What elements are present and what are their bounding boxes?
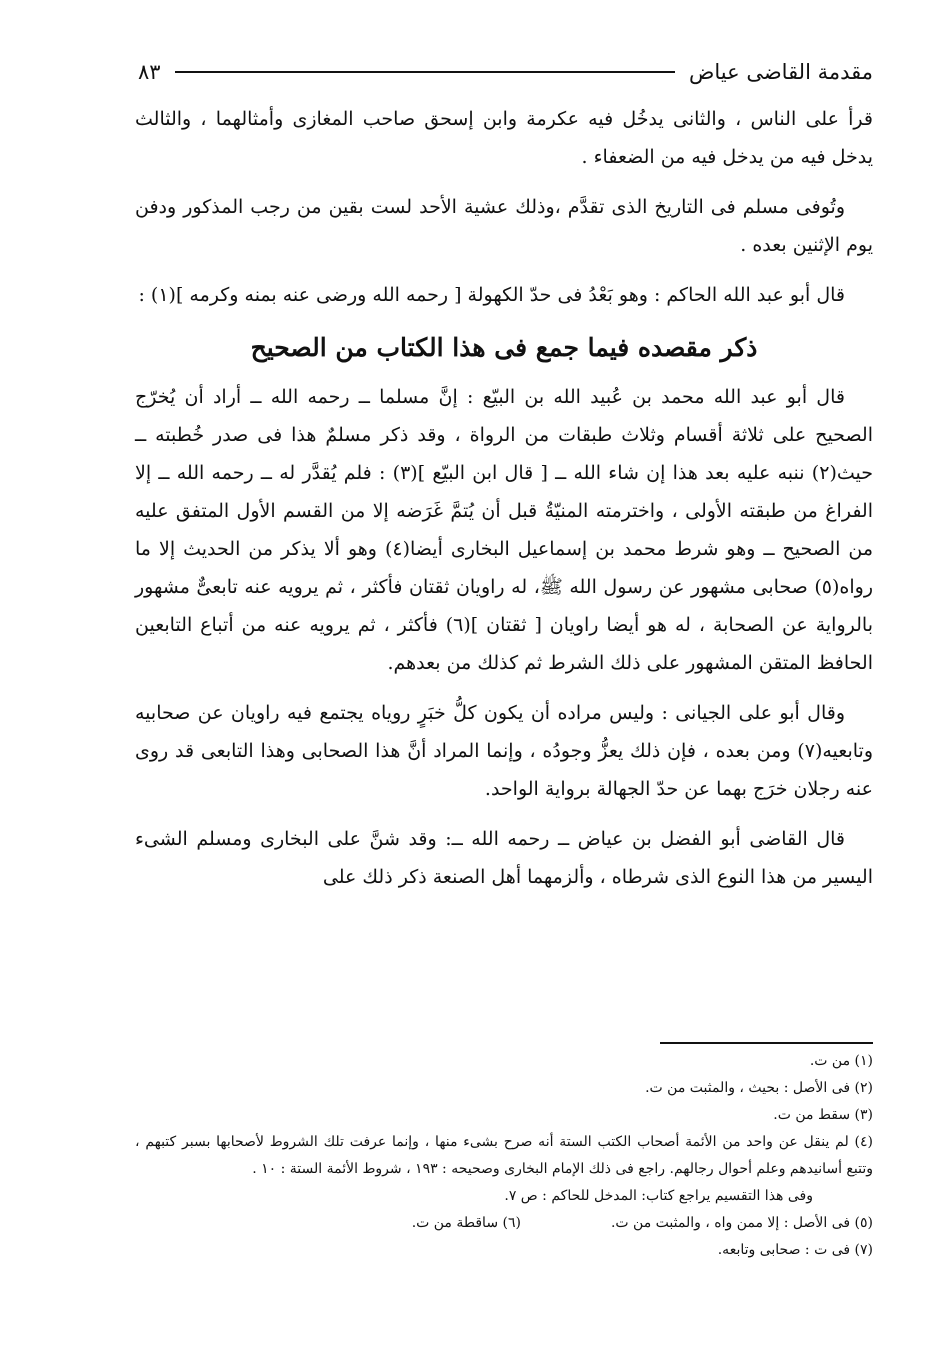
footnote-4: (٤) لم ينقل عن واحد من الأئمة أصحاب الكتب الستة أنه صرح بشىء منها ، وإنما عرفت تلك الشروط لأصحابها بسبر كتبهم ، وتتبع أسانيدهم وعلم أحوال رجالهم. راجع فى ذلك الإمام البخارى وصحيحه : ١٩٣ ، شروط الأئمة الستة : ١٠ . — [135, 1134, 873, 1177]
footnote-7: (٧) فى ت : صحابى وتابعه. — [717, 1242, 873, 1258]
footnote-3: (٣) سقط من ت. — [773, 1107, 873, 1123]
paragraph-2: وتُوفى مسلم فى التاريخ الذى تقدَّم ،وذلك عشية الأحد لست بقين من رجب المذكور ودفن يوم الإثنين بعده . — [135, 196, 873, 256]
header-rule — [175, 71, 675, 73]
paragraph-4: قال أبو عبد الله محمد بن عُبيد الله بن البيّع : إنَّ مسلما ــ رحمه الله ــ أراد أن يُخرّج الصحيح على ثلاثة أقسام وثلاث طبقات من الرواة ، وقد ذكر مسلمٌ هذا فى صدر خُطبته ــ حيث(٢) ننبه عليه بعد هذا إن شاء الله ــ [ قال ابن البيّع ](٣) : فلم يُقدَّر له ــ رحمه الله ــ إلا الفراغ من طبقته الأولى ، واخترمته المنيّةُ قبل أن يُتمَّ غَرَضه إلا من القسم الأول المتفق عليه من الصحيح ــ وهو شرط محمد بن إسماعيل البخارى أيضا(٤) وهو ألا يذكر من الحديث إلا ما رواه(٥) صحابى مشهور عن رسول الله ﷺ، له راويان ثقتان فأكثر ، ثم يرويه عنه تابعىٌّ مشهور بالرواية عن الصحابة ، له هو أيضا راويان [ ثقتان ](٦) فأكثر ، ثم يرويه عنه من أتباع التابعين الحافظ المتقن المشهور على ذلك الشرط ثم كذلك من بعدهم. — [135, 386, 874, 674]
paragraph-3: قال أبو عبد الله الحاكم : وهو بَعْدُ فى حدّ الكهولة [ رحمه الله ورضى عنه بمنه وكرمه ](١) : — [138, 284, 845, 306]
footnote-row-5-6 — [135, 1210, 873, 1237]
page-number: ٨٣ — [138, 60, 161, 84]
section-heading: ذكر مقصده فيما جمع فى هذا الكتاب من الصحيح — [250, 333, 758, 362]
paragraph-1: قرأ على الناس ، والثانى يدخُل فيه عكرمة وابن إسحق صاحب المغازى وأمثالهما ، والثالث يدخل فيه من يدخل فيه من الضعفاء . — [135, 108, 873, 168]
footnote-5: (٥) فى الأصل : إلا ممن واه ، والمثبت من ت. — [610, 1215, 873, 1231]
footnote-separator — [660, 1042, 873, 1044]
footnote-6: (٦) ساقطة من ت. — [411, 1215, 521, 1231]
paragraph-5: وقال أبو على الجيانى : وليس مراده أن يكون كلُّ خبَرٍ روياه يجتمع فيه راويان عن صحابيه وتابعيه(٧) ومن بعده ، فإن ذلك يعزُّ وجودُه ، وإنما المراد أنَّ هذا الصحابى وهذا التابعى قد روى عنه رجلان خرَج بهما عن حدّ الجهالة برواية الواحد. — [135, 702, 873, 800]
footnote-1: (١) من ت. — [809, 1053, 873, 1069]
footnote-2: (٢) فى الأصل : بحيث ، والمثبت من ت. — [645, 1080, 873, 1096]
main-text — [135, 100, 873, 908]
running-header — [138, 52, 873, 92]
paragraph-6: قال القاضى أبو الفضل بن عياض ــ رحمه الله ــ: وقد شنَّ على البخارى ومسلم الشىء اليسير من هذا النوع الذى شرطاه ، وألزمهما أهل الصنعة ذكر ذلك على — [135, 828, 873, 888]
header-title: مقدمة القاضى عياض — [689, 60, 873, 84]
footnotes — [135, 1048, 873, 1264]
footnote-4-continuation: وفى هذا التقسيم يراجع كتاب: المدخل للحاكم : ص ٧. — [504, 1188, 813, 1204]
